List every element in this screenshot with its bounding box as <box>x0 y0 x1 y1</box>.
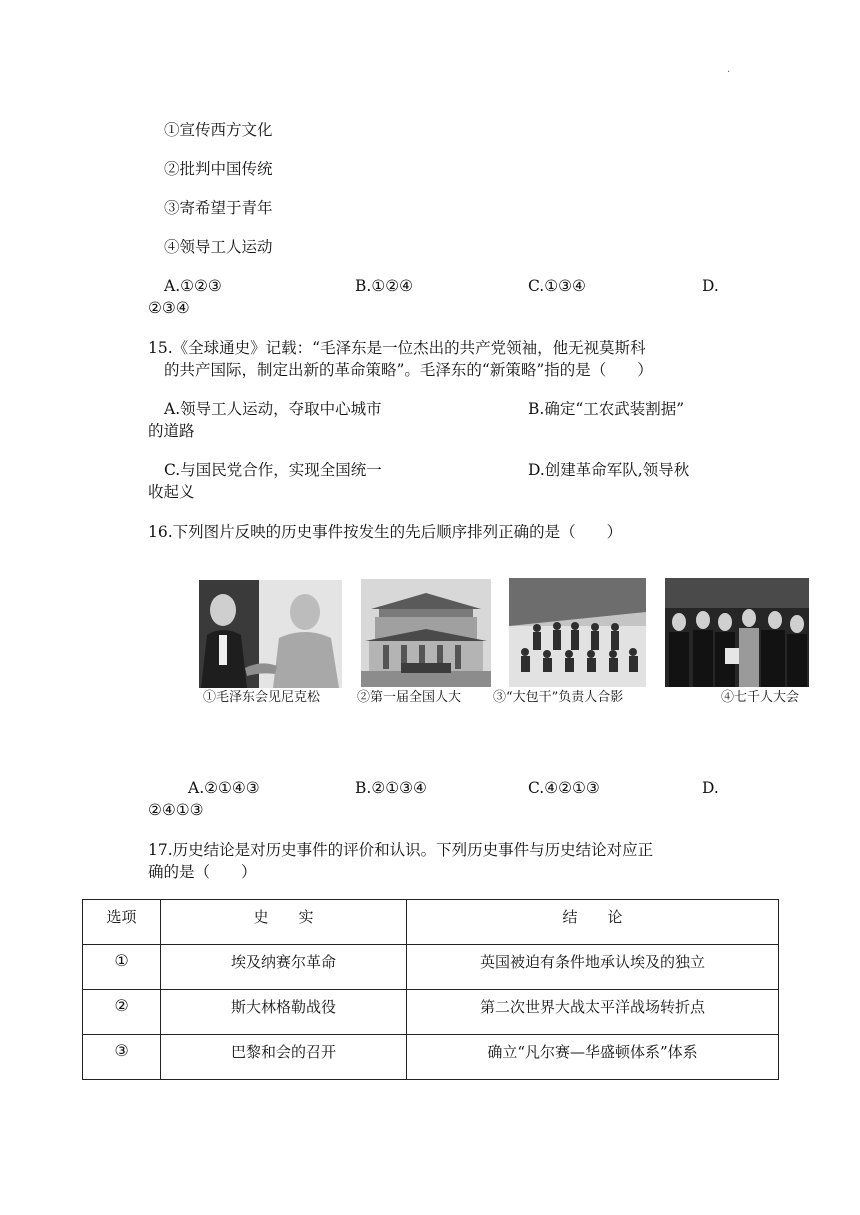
photo-mao-meets-nixon <box>199 580 342 688</box>
photo-first-npc <box>361 579 491 687</box>
q14-item-2: ②批判中国传统 <box>164 160 273 178</box>
photo-seven-thousand-conference <box>665 578 809 687</box>
table-row <box>83 990 779 1035</box>
header-conclusion: 结 论 <box>407 900 779 945</box>
row-conclusion: 确立“凡尔赛—华盛顿体系”体系 <box>407 1035 779 1080</box>
q14-item-3: ③寄希望于青年 <box>164 199 273 217</box>
q14-option-c: C.①③④ <box>528 277 586 295</box>
row-conclusion: 第二次世界大战太平洋战场转折点 <box>407 990 779 1035</box>
header-fact: 史 实 <box>161 900 407 945</box>
q15-option-a: A.领导工人运动，夺取中心城市 <box>164 400 382 418</box>
q15-option-b-cont: 的道路 <box>148 422 195 440</box>
q16-option-a: A.②①④③ <box>188 779 260 797</box>
q14-item-1: ①宣传西方文化 <box>164 121 273 139</box>
row-fact: 巴黎和会的召开 <box>161 1035 407 1080</box>
row-option: ③ <box>83 1035 161 1080</box>
q16-stem: 16.下列图片反映的历史事件按发生的先后顺序排列正确的是（ ） <box>148 523 623 541</box>
caption-photo-1: ①毛泽东会见尼克松 <box>203 690 321 705</box>
q15-option-d-cont: 收起义 <box>148 483 195 501</box>
row-option: ① <box>83 945 161 990</box>
table-row <box>83 1035 779 1080</box>
q16-option-c: C.④②①③ <box>528 779 600 797</box>
caption-photo-4: ④七千人大会 <box>721 690 800 705</box>
row-fact: 埃及纳赛尔革命 <box>161 945 407 990</box>
q17-stem-line1: 17.历史结论是对历史事件的评价和认识。下列历史事件与历史结论对应正 <box>148 841 654 859</box>
q14-option-a: A.①②③ <box>164 277 222 295</box>
caption-photo-2: ②第一届全国人大 <box>357 690 462 705</box>
q17-stem-line2: 确的是（ ） <box>148 863 257 881</box>
header-option: 选项 <box>83 900 161 945</box>
q15-option-c: C.与国民党合作，实现全国统一 <box>164 461 382 479</box>
row-conclusion: 英国被迫有条件地承认埃及的独立 <box>407 945 779 990</box>
q15-stem-line1: 15.《全球通史》记载：“毛泽东是一位杰出的共产党领袖，他无视莫斯科 <box>148 339 646 357</box>
table-row <box>83 945 779 990</box>
q16-option-d-cont: ②④①③ <box>148 801 204 819</box>
page-mark: . <box>727 64 731 75</box>
row-fact: 斯大林格勒战役 <box>161 990 407 1035</box>
q16-option-d: D. <box>702 779 719 797</box>
q15-stem-line2: 的共产国际，制定出新的革命策略”。毛泽东的“新策略”指的是（ ） <box>164 361 653 379</box>
q14-option-d-cont: ②③④ <box>148 299 190 317</box>
row-option: ② <box>83 990 161 1035</box>
caption-photo-3: ③“大包干”负责人合影 <box>493 690 624 705</box>
q15-option-d: D.创建革命军队,领导秋 <box>528 461 690 479</box>
q14-option-b: B.①②④ <box>355 277 414 295</box>
q15-option-b: B.确定“工农武装割据” <box>528 400 685 418</box>
q16-option-b: B.②①③④ <box>355 779 427 797</box>
q14-item-4: ④领导工人运动 <box>164 238 273 256</box>
history-table <box>82 899 779 1080</box>
q14-option-d: D. <box>702 277 719 295</box>
photo-dabaogan-group <box>509 578 646 687</box>
table-header-row <box>83 900 779 945</box>
